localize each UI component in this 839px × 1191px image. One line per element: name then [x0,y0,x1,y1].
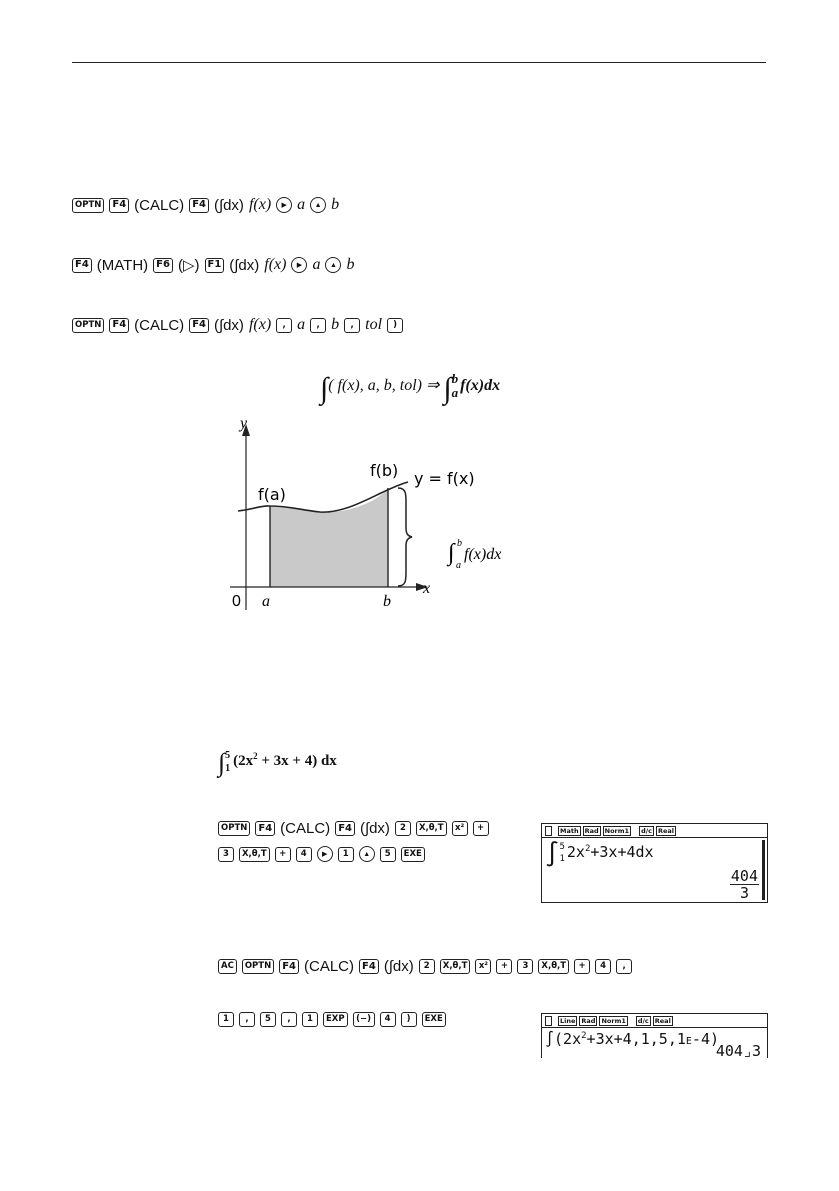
f4-key: F4 [109,318,129,333]
comma-key: , [344,318,360,333]
area-integral-sign: ∫ [448,540,455,566]
up-arrow-key-icon: ▲ [325,257,341,273]
key-sequence-3 [72,316,403,334]
exe-key: EXE [401,847,425,862]
formula-lhs: ( f(x), a, b, tol) ⇒ [328,377,444,394]
digit-5-key: 5 [380,847,396,862]
screen-expr-rest: +3x+4dx [590,843,654,861]
comma-key: , [616,959,632,974]
calc-label: (CALC) [280,820,331,837]
right-arrow-key-icon: ▶ [291,257,307,273]
example-lower: 1 [225,762,231,774]
x-theta-t-key: X,θ,T [538,959,569,974]
screen2-expr: ∫(2x [545,1030,582,1048]
b-text: b [331,196,340,213]
digit-3-key: 3 [517,959,533,974]
line-result: 404⌟3 [715,1042,761,1058]
result-numerator: 404 [730,867,758,885]
brace [398,488,412,586]
scrollbar [762,840,765,900]
up-arrow-key-icon: ▲ [310,197,326,213]
status-bar [542,1014,767,1028]
integral-label: (∫dx) [213,316,244,334]
example-sequence-1a [218,820,489,837]
plus-key: + [275,847,291,862]
right-arrow-key-icon: ▶ [317,846,333,862]
math-label: (MATH) [96,256,149,274]
formula-upper: b [451,371,459,387]
screen-expr: 2x [566,843,585,861]
f4-key: F4 [255,821,275,836]
angle-rad-tag: Rad [584,826,599,835]
f6-key: F6 [153,258,173,273]
calc-label: (CALC) [304,958,355,975]
screen-sup: 2 [584,844,591,854]
digit-5-key: 5 [260,1012,276,1027]
plus-key: + [574,959,590,974]
x-axis-label: x [423,580,431,597]
up-arrow-key-icon: ▲ [359,846,375,862]
calc-label: (CALC) [134,316,185,334]
a-text: a [312,256,321,273]
screen2-e: E [685,1036,692,1047]
example-integral [218,748,337,778]
digit-2-key: 2 [419,959,435,974]
negative-key: (−) [353,1012,375,1027]
fx-text: f(x) [248,316,272,333]
frac-dc-tag: d/c [637,1016,649,1025]
comma-key: , [310,318,326,333]
fb-label: f(b) [370,461,399,480]
digit-1-key: 1 [218,1012,234,1027]
digit-1-key: 1 [302,1012,318,1027]
example-sequence-2a [218,958,632,975]
display-norm1-tag: Norm1 [604,826,630,835]
digit-2-key: 2 [395,821,411,836]
optn-key: OPTN [242,959,274,974]
ac-key: AC [218,959,237,974]
integral-label: (∫dx) [383,958,414,975]
digit-1-key: 1 [338,847,354,862]
f1-key: F1 [205,258,225,273]
digit-4-key: 4 [595,959,611,974]
fx-text: f(x) [248,196,272,213]
optn-key: OPTN [218,821,250,836]
comma-key: , [281,1012,297,1027]
a-text: a [297,316,306,333]
integral-label: (∫dx) [229,256,260,274]
example-expr-rest: + 3x + 4) dx [257,753,337,769]
plus-key: + [496,959,512,974]
screen-lower: 1 [559,853,565,864]
x-squared-key: x² [452,821,468,836]
b-text: b [346,256,355,273]
header-rule [72,62,766,63]
plus-key: + [473,821,489,836]
complex-real-tag: Real [654,1016,671,1025]
status-bar [542,824,767,838]
fa-label: f(a) [258,485,286,504]
integral-sign: ∫ [443,372,452,405]
calculator-screen-math [541,823,768,903]
f4-key: F4 [189,198,209,213]
b-text: b [331,316,340,333]
area-upper-label: b [457,538,462,549]
frac-dc-tag: d/c [641,826,652,835]
mode-line-tag: Line [560,1016,576,1025]
display-norm1-tag: Norm1 [601,1016,626,1025]
next-label: (▷) [177,257,200,274]
tol-text: tol [365,316,383,333]
digit-4-key: 4 [296,847,312,862]
comma-key: , [239,1012,255,1027]
origin-label: 0 [232,593,241,610]
math-expression [545,840,654,868]
f4-key: F4 [279,959,299,974]
example-sequence-2b [218,1012,446,1027]
key-sequence-1 [72,196,339,214]
line-expression [545,1028,719,1050]
key-sequence-2 [72,256,354,274]
exe-key: EXE [422,1012,446,1027]
battery-icon [545,826,552,836]
f4-key: F4 [109,198,129,213]
a-label: a [262,593,270,610]
f4-key: F4 [72,258,92,273]
screen2-expr-rest: +3x+4,1,5,1 [586,1030,686,1048]
complex-real-tag: Real [657,826,674,835]
area-lower-label: a [456,560,461,571]
x-squared-key: x² [475,959,491,974]
integral-sign: ∫ [218,748,226,777]
optn-key: OPTN [72,318,104,333]
y-axis-label: y [240,415,248,432]
screen2-sup: 2 [581,1031,587,1041]
example-sequence-1b [218,846,425,862]
curve-label: y = f(x) [414,469,475,488]
example-expr: (2x [233,753,254,769]
digit-4-key: 4 [380,1012,396,1027]
integral-label: (∫dx) [213,196,244,214]
calculator-screen-line [541,1013,768,1058]
x-theta-t-key: X,θ,T [239,847,270,862]
right-arrow-key-icon: ▶ [276,197,292,213]
area-fill [270,488,388,587]
x-theta-t-key: X,θ,T [440,959,471,974]
f4-key: F4 [335,821,355,836]
calc-label: (CALC) [134,196,185,214]
x-theta-t-key: X,θ,T [416,821,447,836]
close-paren-key: ) [401,1012,417,1027]
close-paren-key: ) [387,318,403,333]
battery-icon [545,1016,552,1026]
mode-math-tag: Math [560,826,579,835]
b-label: b [383,593,391,610]
formula-rhs: f(x)dx [460,377,501,394]
area-fx-label: f(x)dx [464,546,502,563]
integral-area-graph [220,410,540,620]
fraction-result [730,868,759,901]
screen-upper: 5 [559,841,565,852]
exp-key: EXP [323,1012,348,1027]
a-text: a [297,196,306,213]
integral-sign: ∫ [545,840,560,868]
f4-key: F4 [189,318,209,333]
comma-key: , [276,318,292,333]
example-upper: 5 [225,749,231,761]
integral-sign: ∫ [320,372,329,405]
example-sup: 2 [253,751,258,761]
optn-key: OPTN [72,198,104,213]
formula-lower: a [451,385,459,401]
digit-3-key: 3 [218,847,234,862]
integral-label: (∫dx) [359,820,390,837]
f4-key: F4 [359,959,379,974]
result-denominator: 3 [739,884,749,902]
angle-rad-tag: Rad [581,1016,596,1025]
integral-formula [320,372,500,406]
fx-text: f(x) [264,256,287,273]
screen2-expr-end: -4) [691,1030,720,1048]
